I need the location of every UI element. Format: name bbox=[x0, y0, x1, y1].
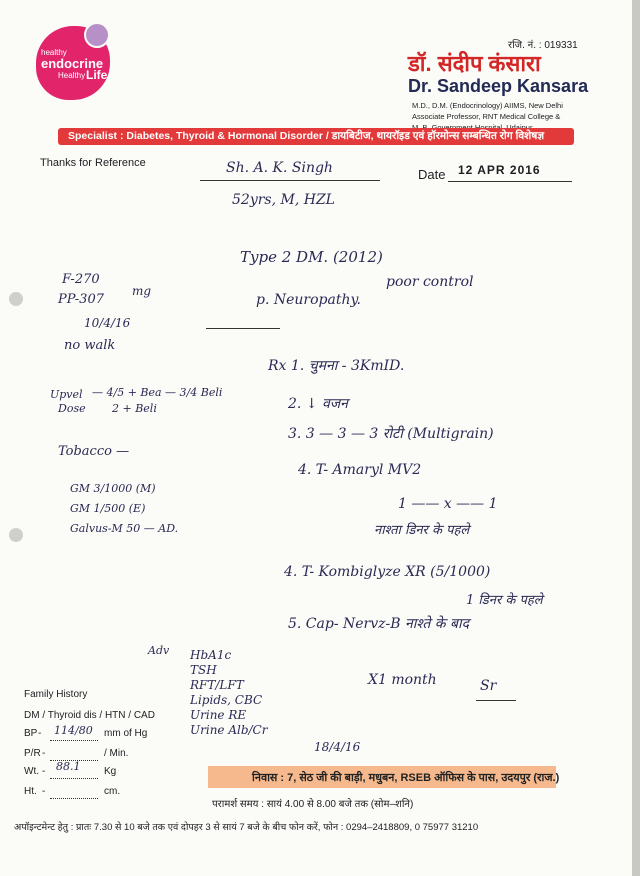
investigations-label: Adv bbox=[148, 644, 170, 657]
date-line bbox=[448, 181, 572, 182]
rx-item-4-dose: 1 —— x —— 1 bbox=[398, 496, 498, 512]
investigations-list: HbA1c TSH RFT/LFT Lipids, CBC Urine RE Urine Alb/Cr bbox=[190, 648, 268, 737]
signature-date: 18/4/16 bbox=[314, 740, 361, 754]
patient-details: 52yrs, M, HZL bbox=[232, 192, 335, 208]
wt-line bbox=[50, 778, 98, 779]
diagnosis-poor-control: poor control bbox=[386, 274, 474, 290]
date-stamp: 12 APR 2016 bbox=[458, 163, 541, 177]
rx-item-2: 2. ↓ वजन bbox=[288, 396, 348, 412]
registration-number: रजि. नं. : 019331 bbox=[508, 40, 578, 51]
date-label: Date bbox=[418, 167, 446, 182]
ht-label: Ht. bbox=[24, 786, 37, 797]
rx-signature-mark: Sr bbox=[480, 678, 497, 694]
galvus-note: Galvus-M 50 — AD. bbox=[70, 522, 179, 535]
doctor-name-hindi: डॉ. संदीप कंसारा bbox=[408, 51, 541, 76]
wt-value: 88.1 bbox=[56, 760, 81, 773]
qualifications: M.D., D.M. (Endocrinology) AIIMS, New Delhi Associate Professor, RNT Medical College & bbox=[412, 101, 563, 121]
gm-dose-1: GM 3/1000 (M) bbox=[70, 482, 156, 495]
rx-item-5-timing: 1 डिनर के पहले bbox=[466, 593, 543, 608]
thanks-for-reference-label: Thanks for Reference bbox=[40, 157, 146, 169]
ht-dash: - bbox=[42, 786, 46, 797]
rx-item-1: Rx 1. चुमना - 3KmID. bbox=[268, 358, 405, 374]
rx-item-6: 5. Cap- Nervz-B नाश्ते के बाद bbox=[288, 616, 470, 632]
ht-unit: cm. bbox=[104, 786, 121, 797]
sugar-fasting: F-270 bbox=[62, 272, 100, 287]
consultation-time: परामर्श समय : सायं 4.00 से 8.00 बजे तक (सोम–शनि) bbox=[212, 799, 414, 810]
punch-hole bbox=[9, 292, 23, 306]
rx-item-4-timing: नाश्ता डिनर के पहले bbox=[374, 523, 470, 538]
signature-line bbox=[476, 700, 516, 701]
upvel-detail-2: 2 + Beli bbox=[112, 402, 157, 415]
pr-dash: - bbox=[42, 748, 46, 759]
wt-unit: Kg bbox=[104, 766, 117, 777]
gm-dose-2: GM 1/500 (E) bbox=[70, 502, 146, 515]
specialist-banner: Specialist : Diabetes, Thyroid & Hormonal Disorder / डायबिटीज, थायरॉइड एवं हॉरमोन्स सम्बन्धित रोग विशेषज्ञ bbox=[58, 128, 574, 145]
doctor-name: Dr. Sandeep Kansara bbox=[408, 76, 589, 96]
sugar-date: 10/4/16 bbox=[84, 316, 131, 330]
bp-line bbox=[50, 740, 98, 741]
pr-label: P/R bbox=[24, 748, 41, 759]
bp-label: BP bbox=[24, 728, 38, 739]
sugar-pp: PP-307 bbox=[58, 292, 104, 307]
wt-dash: - bbox=[42, 766, 46, 777]
no-walk-note: no walk bbox=[64, 338, 116, 353]
pr-unit: / Min. bbox=[104, 748, 129, 759]
bp-dash: - bbox=[38, 728, 42, 739]
ht-line bbox=[50, 798, 98, 799]
upvel-detail: — 4/5 + Bea — 3/4 Beli bbox=[92, 386, 223, 399]
diagnosis-neuropathy: p. Neuropathy. bbox=[256, 292, 361, 308]
diagnosis-type2dm: Type 2 DM. (2012) bbox=[240, 248, 383, 266]
prescription-page: healthy endocrine Healthy Life रजि. नं. : 019331 डॉ. संदीप कंसारा Dr. Sandeep Kansara M.D., D.M. (Endocrinology) AIIMS, New Delhi Associate Professor, RNT Medical College & Specialist : Diabetes, Thyroid & Hormonal Disorder / डायबिटीज, थायरॉइड एवं हॉरमोन्स सम्बन्धित रोग विशेषज्ञ Thanks for Reference Sh. A. K. Singh Date 12 APR 2016 52yrs, M, HZL Type 2 DM. (2012) poor control p. Neuropathy. F-270 PP-307 mg 10/4/16 no walk Upvel Dose — 4/5 + Bea — 3/4 Beli 2 + Beli Tobacco — GM 3/1000 (M) GM 1/500 (E) Galvus-M 50 — AD. Rx 1. चुमना - 3KmID. 2. ↓ वजन 3. 3 — 3 — 3 रोटी (Multigrain) 4. T- Amaryl MV2 1 —— x —— 1 नाश्ता डिनर के पहले 4. T- Kombiglyze XR (5/1000) 1 डिनर के पहले 5. Cap- Nervz-B नाश्ते के बाद X1 month Sr Adv HbA1c TSH RFT/LFT Lipids, CBC Urine RE Urine Alb/Cr 18/4/16 Family History DM / Thyroid dis / HTN / CAD BP - 114/80 mm of Hg P/R - / Min. Wt. - 88.1 Kg Ht. - cm. निवास : 7, सेठ जी की बाड़ी, मधुबन, RSEB ऑफिस के पास, उदयपुर (राज.) परामर्श समय : सायं 4.00 से 8.00 बजे तक (सोम–शनि) अपॉइन्टमेन्ट हेतु : प्रातः 7.30 से 10 बजे तक एवं दोपहर 3 से सायं 7 बजे के बीच फोन करें, फोन : 0294–2418809, 0 75977 31210 bbox=[0, 0, 632, 876]
page-edge bbox=[632, 0, 640, 876]
name-line bbox=[200, 180, 380, 181]
address-bar: निवास : 7, सेठ जी की बाड़ी, मधुबन, RSEB ऑफिस के पास, उदयपुर (राज.) bbox=[208, 766, 556, 788]
patient-name: Sh. A. K. Singh bbox=[226, 160, 333, 176]
wt-label: Wt. bbox=[24, 766, 39, 777]
rx-item-5: 4. T- Kombiglyze XR (5/1000) bbox=[284, 564, 491, 580]
upvel-note: Upvel bbox=[50, 388, 83, 401]
rx-duration: X1 month bbox=[368, 672, 437, 688]
sugar-unit: mg bbox=[132, 284, 152, 298]
punch-hole bbox=[9, 528, 23, 542]
family-history-title: Family History bbox=[24, 689, 88, 700]
appointment-info: अपॉइन्टमेन्ट हेतु : प्रातः 7.30 से 10 बजे तक एवं दोपहर 3 से सायं 7 बजे के बीच फोन करें, फोन : 0294–2418809, 0 75977 31210 bbox=[14, 822, 479, 833]
bp-value: 114/80 bbox=[54, 724, 93, 737]
rx-item-3: 3. 3 — 3 — 3 रोटी (Multigrain) bbox=[288, 426, 494, 442]
bp-unit: mm of Hg bbox=[104, 728, 148, 739]
separator-line bbox=[206, 328, 280, 329]
tobacco-note: Tobacco — bbox=[58, 444, 130, 459]
upvel-dose: Dose bbox=[58, 402, 86, 415]
rx-item-4: 4. T- Amaryl MV2 bbox=[298, 462, 422, 478]
family-history-conditions: DM / Thyroid dis / HTN / CAD bbox=[24, 710, 155, 721]
